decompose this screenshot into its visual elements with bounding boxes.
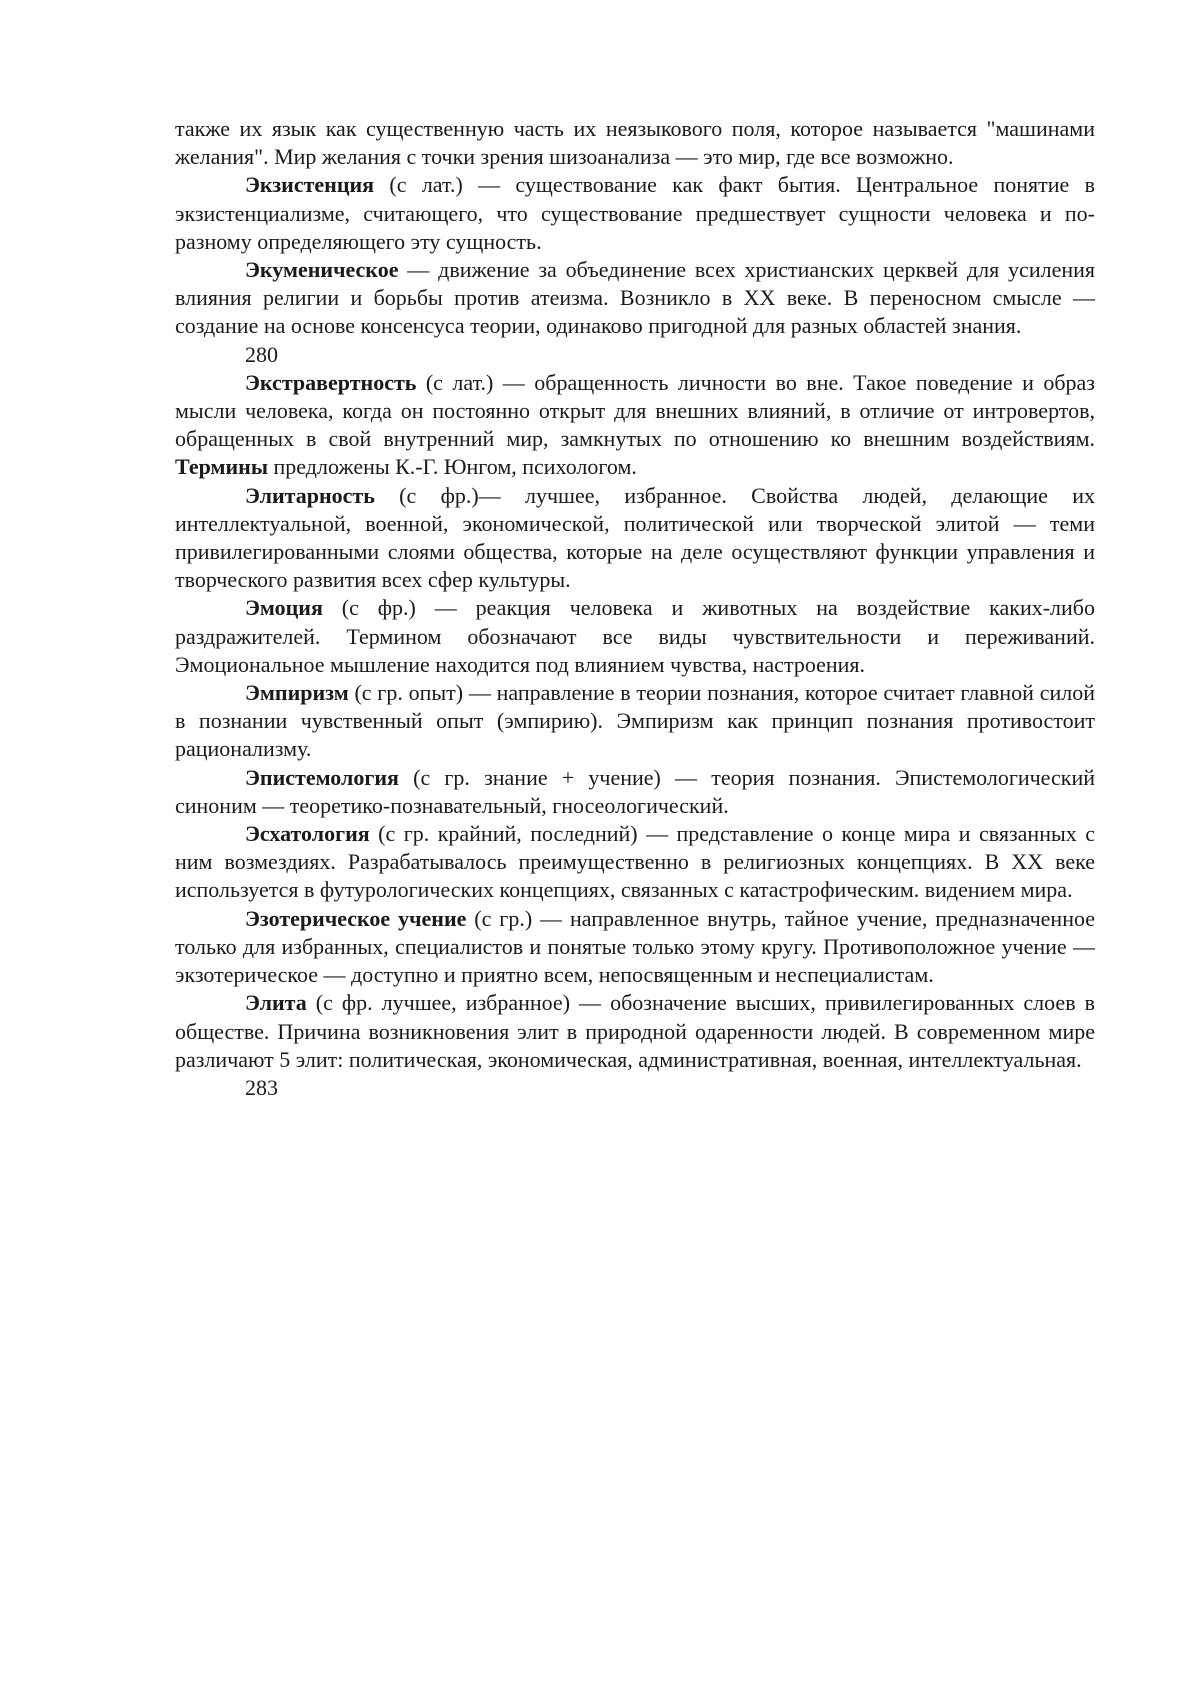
continuation-paragraph: [175, 115, 1095, 171]
continuation-text: также их язык как существенную часть их неязыкового поля, которое называется "машинами желания". Мир желания с точки зрения шизоанализа — это мир, где все возможно.: [175, 116, 1095, 170]
page-number: 283: [245, 1074, 278, 1100]
entry-term: Элита: [245, 990, 307, 1016]
entry-term: Элитарность: [245, 482, 375, 508]
entry-term: Эпистемология: [245, 764, 399, 790]
entry-definition: (с гр.) — направленное внутрь, тайное учение, предназначенное только для избранных, специалистов и понятые только этому кругу. Противоположное учение — экзотерическое — доступно и приятно всем, непосвященным и неспециалистам.: [175, 905, 1095, 988]
entry-term: Экзистенция: [245, 172, 375, 198]
entry-term: Экуменическое: [245, 257, 399, 283]
entry-definition: (с гр. крайний, последний) — представление о конце мира и связанных с ним возмездиях. Разрабатывалось преимущественно в религиозных концепциях. В XX веке используется в футурологических концепциях, связанных с катастрофическим. видением мира.: [175, 821, 1095, 903]
dictionary-entry-empirizm: [175, 679, 1095, 764]
entry-definition: (с лат.) — обращенность личности во вне. Такое поведение и образ мысли человека, когда он постоянно открыт для внешних влияний, в отличие от интровертов, обращенных в свой внутренний мир, замкнутых по отношению ко внешним воздействиям.: [175, 369, 1095, 452]
entry-definition-tail: предложены К.-Г. Юнгом, психологом.: [268, 454, 637, 480]
entry-term: Эмпиризм: [245, 680, 349, 706]
dictionary-entry-elitarnost: [175, 482, 1095, 595]
entry-definition: (с фр.) — реакция человека и животных на воздействие каких-либо раздражителей. Термином обозначают все виды чувствительности и переживаний. Эмоциональное мышление находится под влиянием чувства, настроения.: [175, 595, 1095, 677]
entry-definition: (с гр. опыт) — направление в теории познания, которое считает главной силой в познании чувственный опыт (эмпирию). Эмпиризм как принцип познания противостоит рационализму.: [175, 680, 1095, 762]
entry-definition: — движение за объединение всех христианских церквей для усиления влияния религии и борьбы против атеизма. Возникло в XX веке. В переносном смысле — создание на основе консенсуса теории, одинаково пригодной для разных областей знания.: [175, 257, 1095, 339]
document-page: [175, 115, 1095, 1102]
dictionary-entry-ekumenicheskoe: [175, 256, 1095, 341]
dictionary-entry-elita: [175, 989, 1095, 1074]
entry-inline-bold: Термины: [175, 454, 269, 480]
dictionary-entry-epistemologiya: [175, 764, 1095, 820]
page-number: 280: [245, 341, 278, 367]
dictionary-entry-ekzistentsiya: [175, 171, 1095, 256]
entry-term: Эсхатология: [245, 821, 370, 847]
entry-term: Эмоция: [245, 595, 323, 621]
dictionary-entry-eskhatologiya: [175, 820, 1095, 905]
entry-definition: (с лат.) — существование как факт бытия. Центральное понятие в экзистенциализме, считающего, что существование предшествует сущности человека и по-разному определяющего эту сущность.: [175, 172, 1095, 254]
entry-definition: (с фр.)— лучшее, избранное. Свойства людей, делающие их интеллектуальной, военной, экономической, политической или творческой элитой — теми привилегированными слоями общества, которые на деле осуществляют функции управления и творческого развития всех сфер культуры.: [175, 482, 1095, 593]
entry-term: Экстравертность: [245, 369, 417, 395]
entry-definition: (с гр. знание + учение) — теория познания. Эпистемологический синоним — теоретико-познавательный, гносеологический.: [175, 764, 1095, 818]
dictionary-entry-ekstravertnost: [175, 369, 1095, 482]
entry-definition: (с фр. лучшее, избранное) — обозначение высших, привилегированных слоев в обществе. Причина возникновения элит в природной одаренности людей. В современном мире различают 5 элит: политическая, экономическая, административная, военная, интеллектуальная.: [175, 990, 1095, 1072]
dictionary-entry-emotsiya: [175, 594, 1095, 679]
entry-term: Эзотерическое учение: [245, 905, 467, 931]
dictionary-entry-ezotericheskoe-uchenie: [175, 905, 1095, 990]
